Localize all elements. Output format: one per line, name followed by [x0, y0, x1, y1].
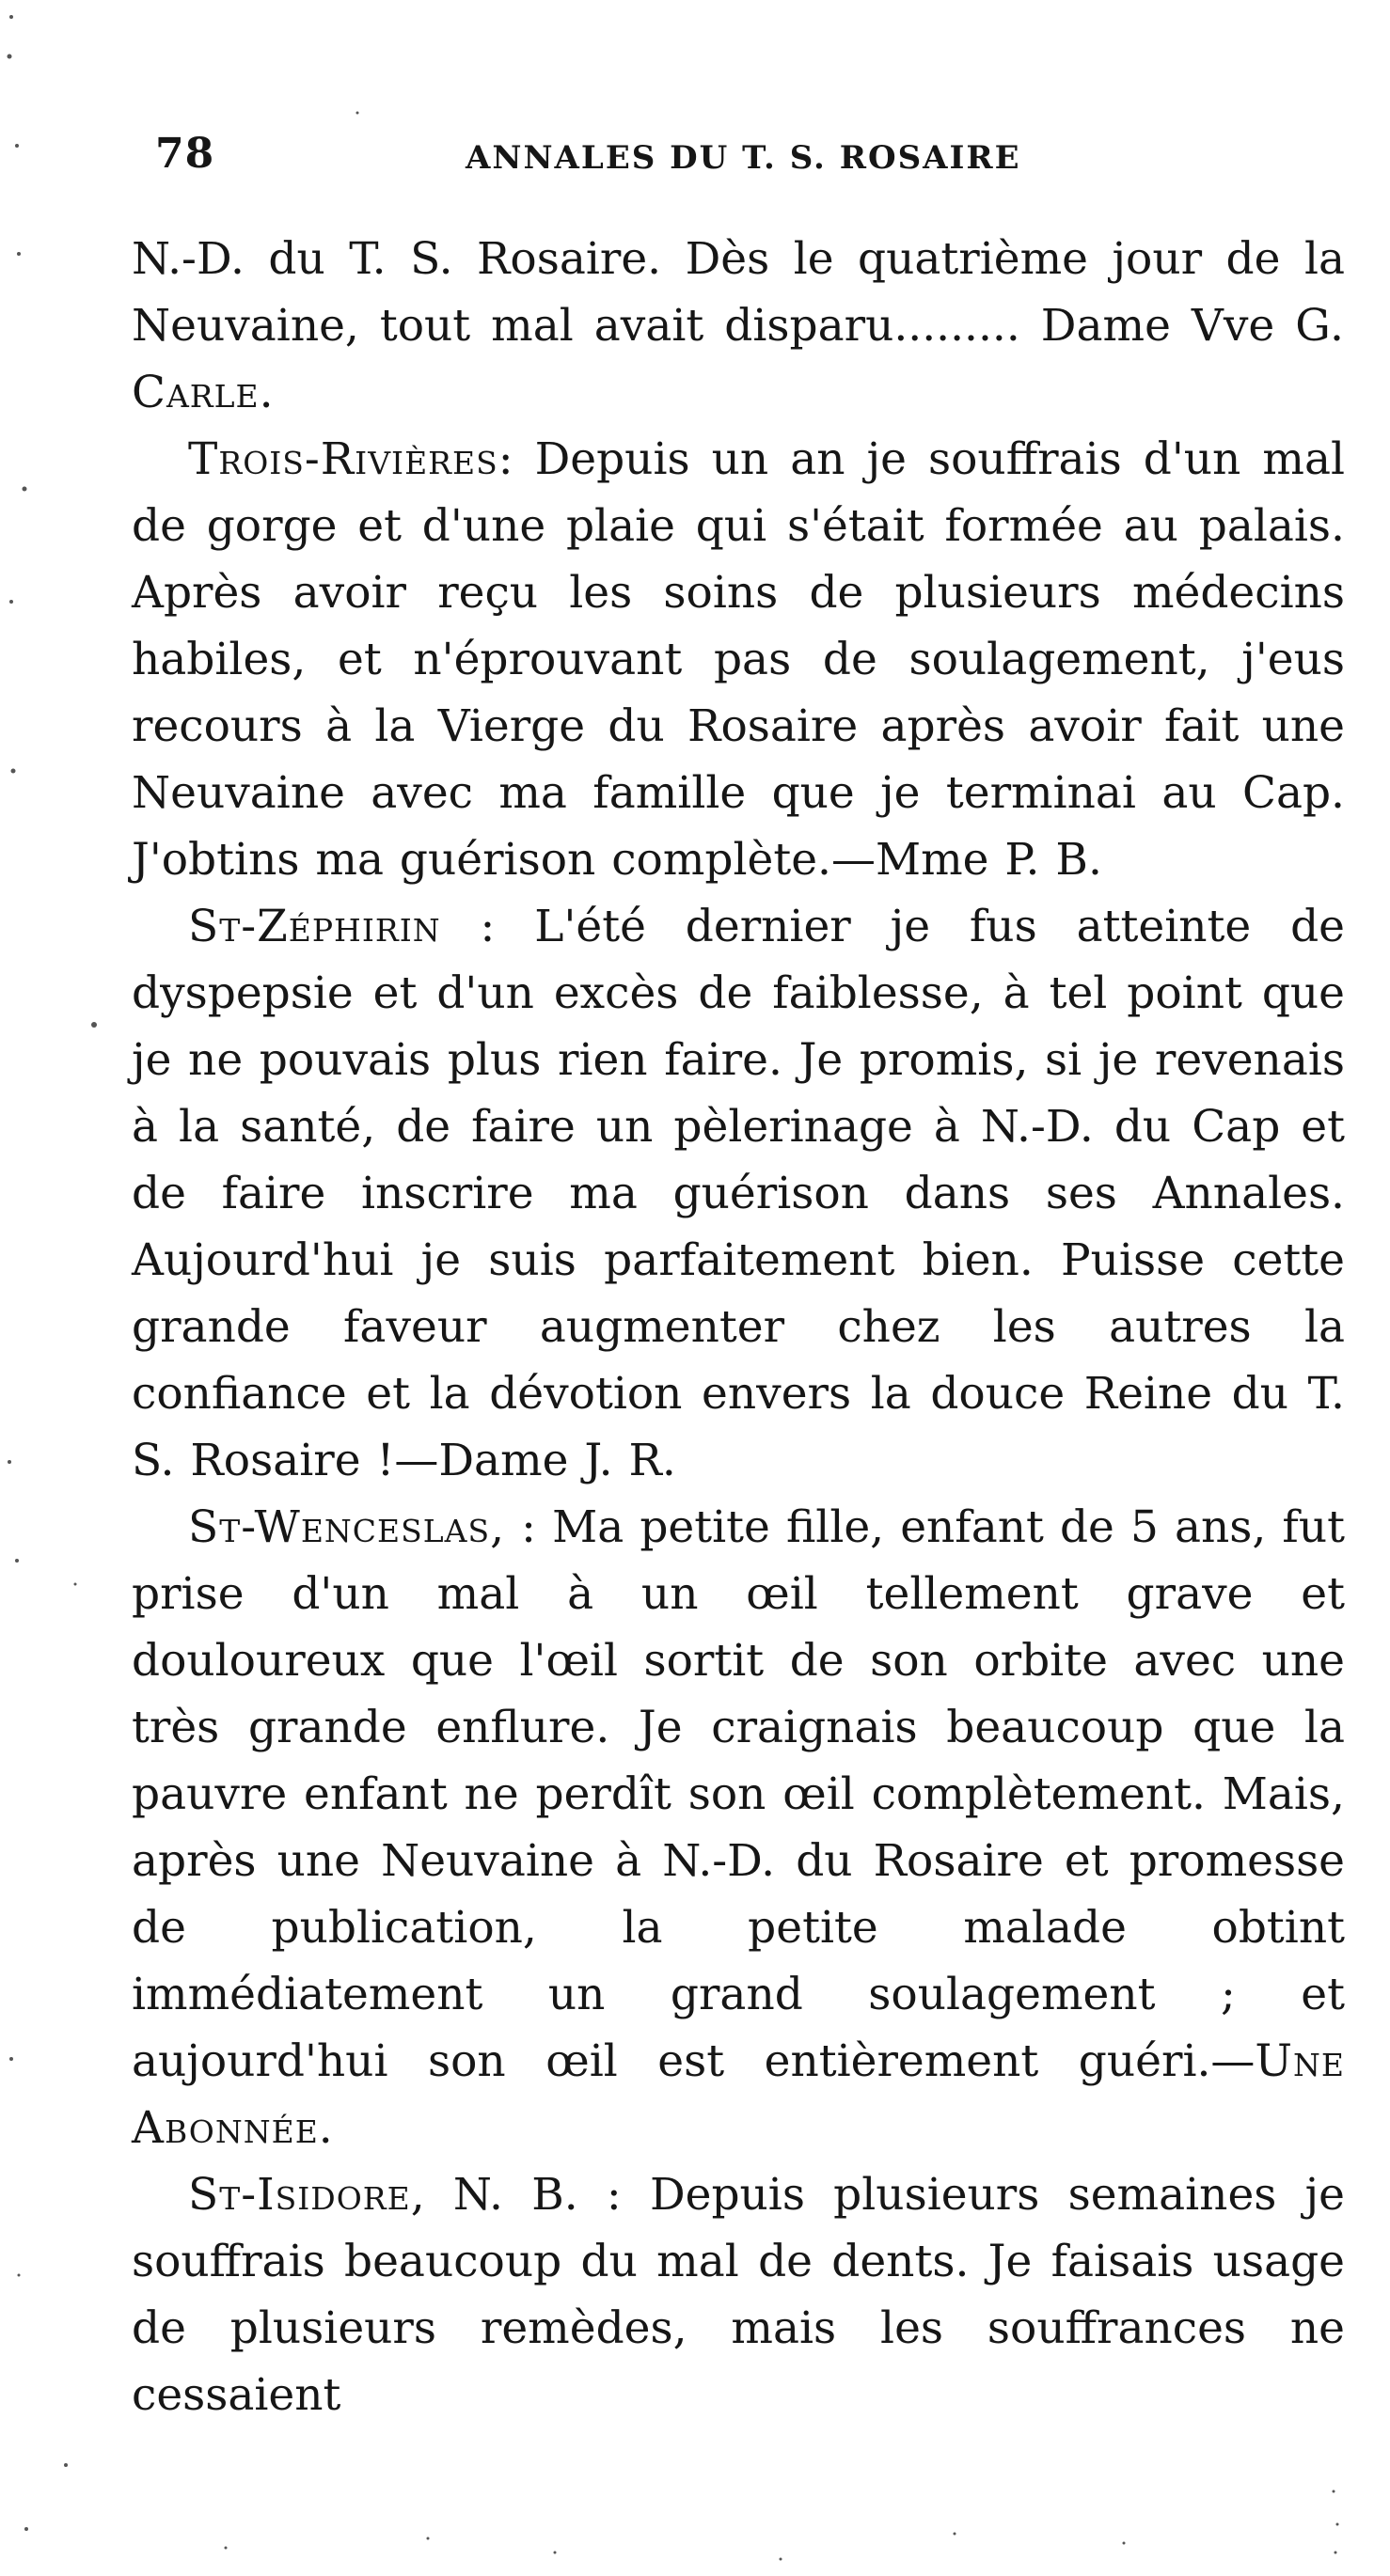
paragraph-1 [132, 226, 1345, 426]
place-name: St-Wenceslas, [188, 1501, 506, 1553]
paragraph-1-signature: G. Carle. [132, 300, 1345, 418]
paragraph-text: : Depuis un an je souffrais d'un mal de gorge et d'une plaie qui s'était formée au palais. Après avoir reçu les soins de plusieurs médecins habiles, et n'éprouvant pas de soulagement, j'eus recours à la Vierge du Rosaire après avoir fait une Neuvaine avec ma famille que je terminai au Cap. J'obtins ma guérison complète.—Mme P. B. [132, 433, 1345, 886]
paragraph-text: , N. B. : Depuis plusieurs semaines je souffrais beaucoup du mal de dents. Je faisais usage de plusieurs remèdes, mais les souffrances ne cessaient [132, 2169, 1345, 2421]
place-name: Trois-Rivières [188, 433, 498, 485]
paragraph-st-isidore [132, 2161, 1345, 2428]
paragraph-text: : Ma petite fille, enfant de 5 ans, fut prise d'un mal à un œil tellement grave et douloureux que l'œil sortit de son orbite avec une très grande enflure. Je craignais beaucoup que la pauvre enfant ne perdît son œil complètement. Mais, après une Neuvaine à N.-D. du Rosaire et promesse de publication, la petite malade obtint immédiatement un grand soulagement ; et aujourd'hui son œil est entièrement guéri.— [132, 1501, 1345, 2087]
page-number: 78 [155, 130, 215, 178]
page-header [155, 130, 1312, 186]
body-text [132, 226, 1345, 2428]
paragraph-st-wenceslas [132, 1494, 1345, 2161]
place-name: St-Zéphirin [188, 901, 441, 952]
place-name: St-Isidore [188, 2169, 411, 2221]
paragraph-1-text: N.-D. du T. S. Rosaire. Dès le quatrième jour de la Neuvaine, tout mal avait disparu......... Dame Vve [132, 233, 1345, 352]
paragraph-st-zephirin [132, 893, 1345, 1494]
paragraph-trois-rivieres [132, 426, 1345, 893]
paragraph-text: : L'été dernier je fus atteinte de dyspepsie et d'un excès de faiblesse, à tel point que je ne pouvais plus rien faire. Je promis, si je revenais à la santé, de faire un pèlerinage à N.-D. du Cap et de faire inscrire ma guérison dans ses Annales. Aujourd'hui je suis parfaitement bien. Puisse cette grande faveur augmenter chez les autres la confiance et la dévotion envers la douce Reine du T. S. Rosaire !—Dame J. R. [132, 901, 1345, 1486]
paragraph-signature: Une Abonnée. [132, 2035, 1345, 2154]
running-title: ANNALES DU T. S. ROSAIRE [466, 139, 1021, 177]
